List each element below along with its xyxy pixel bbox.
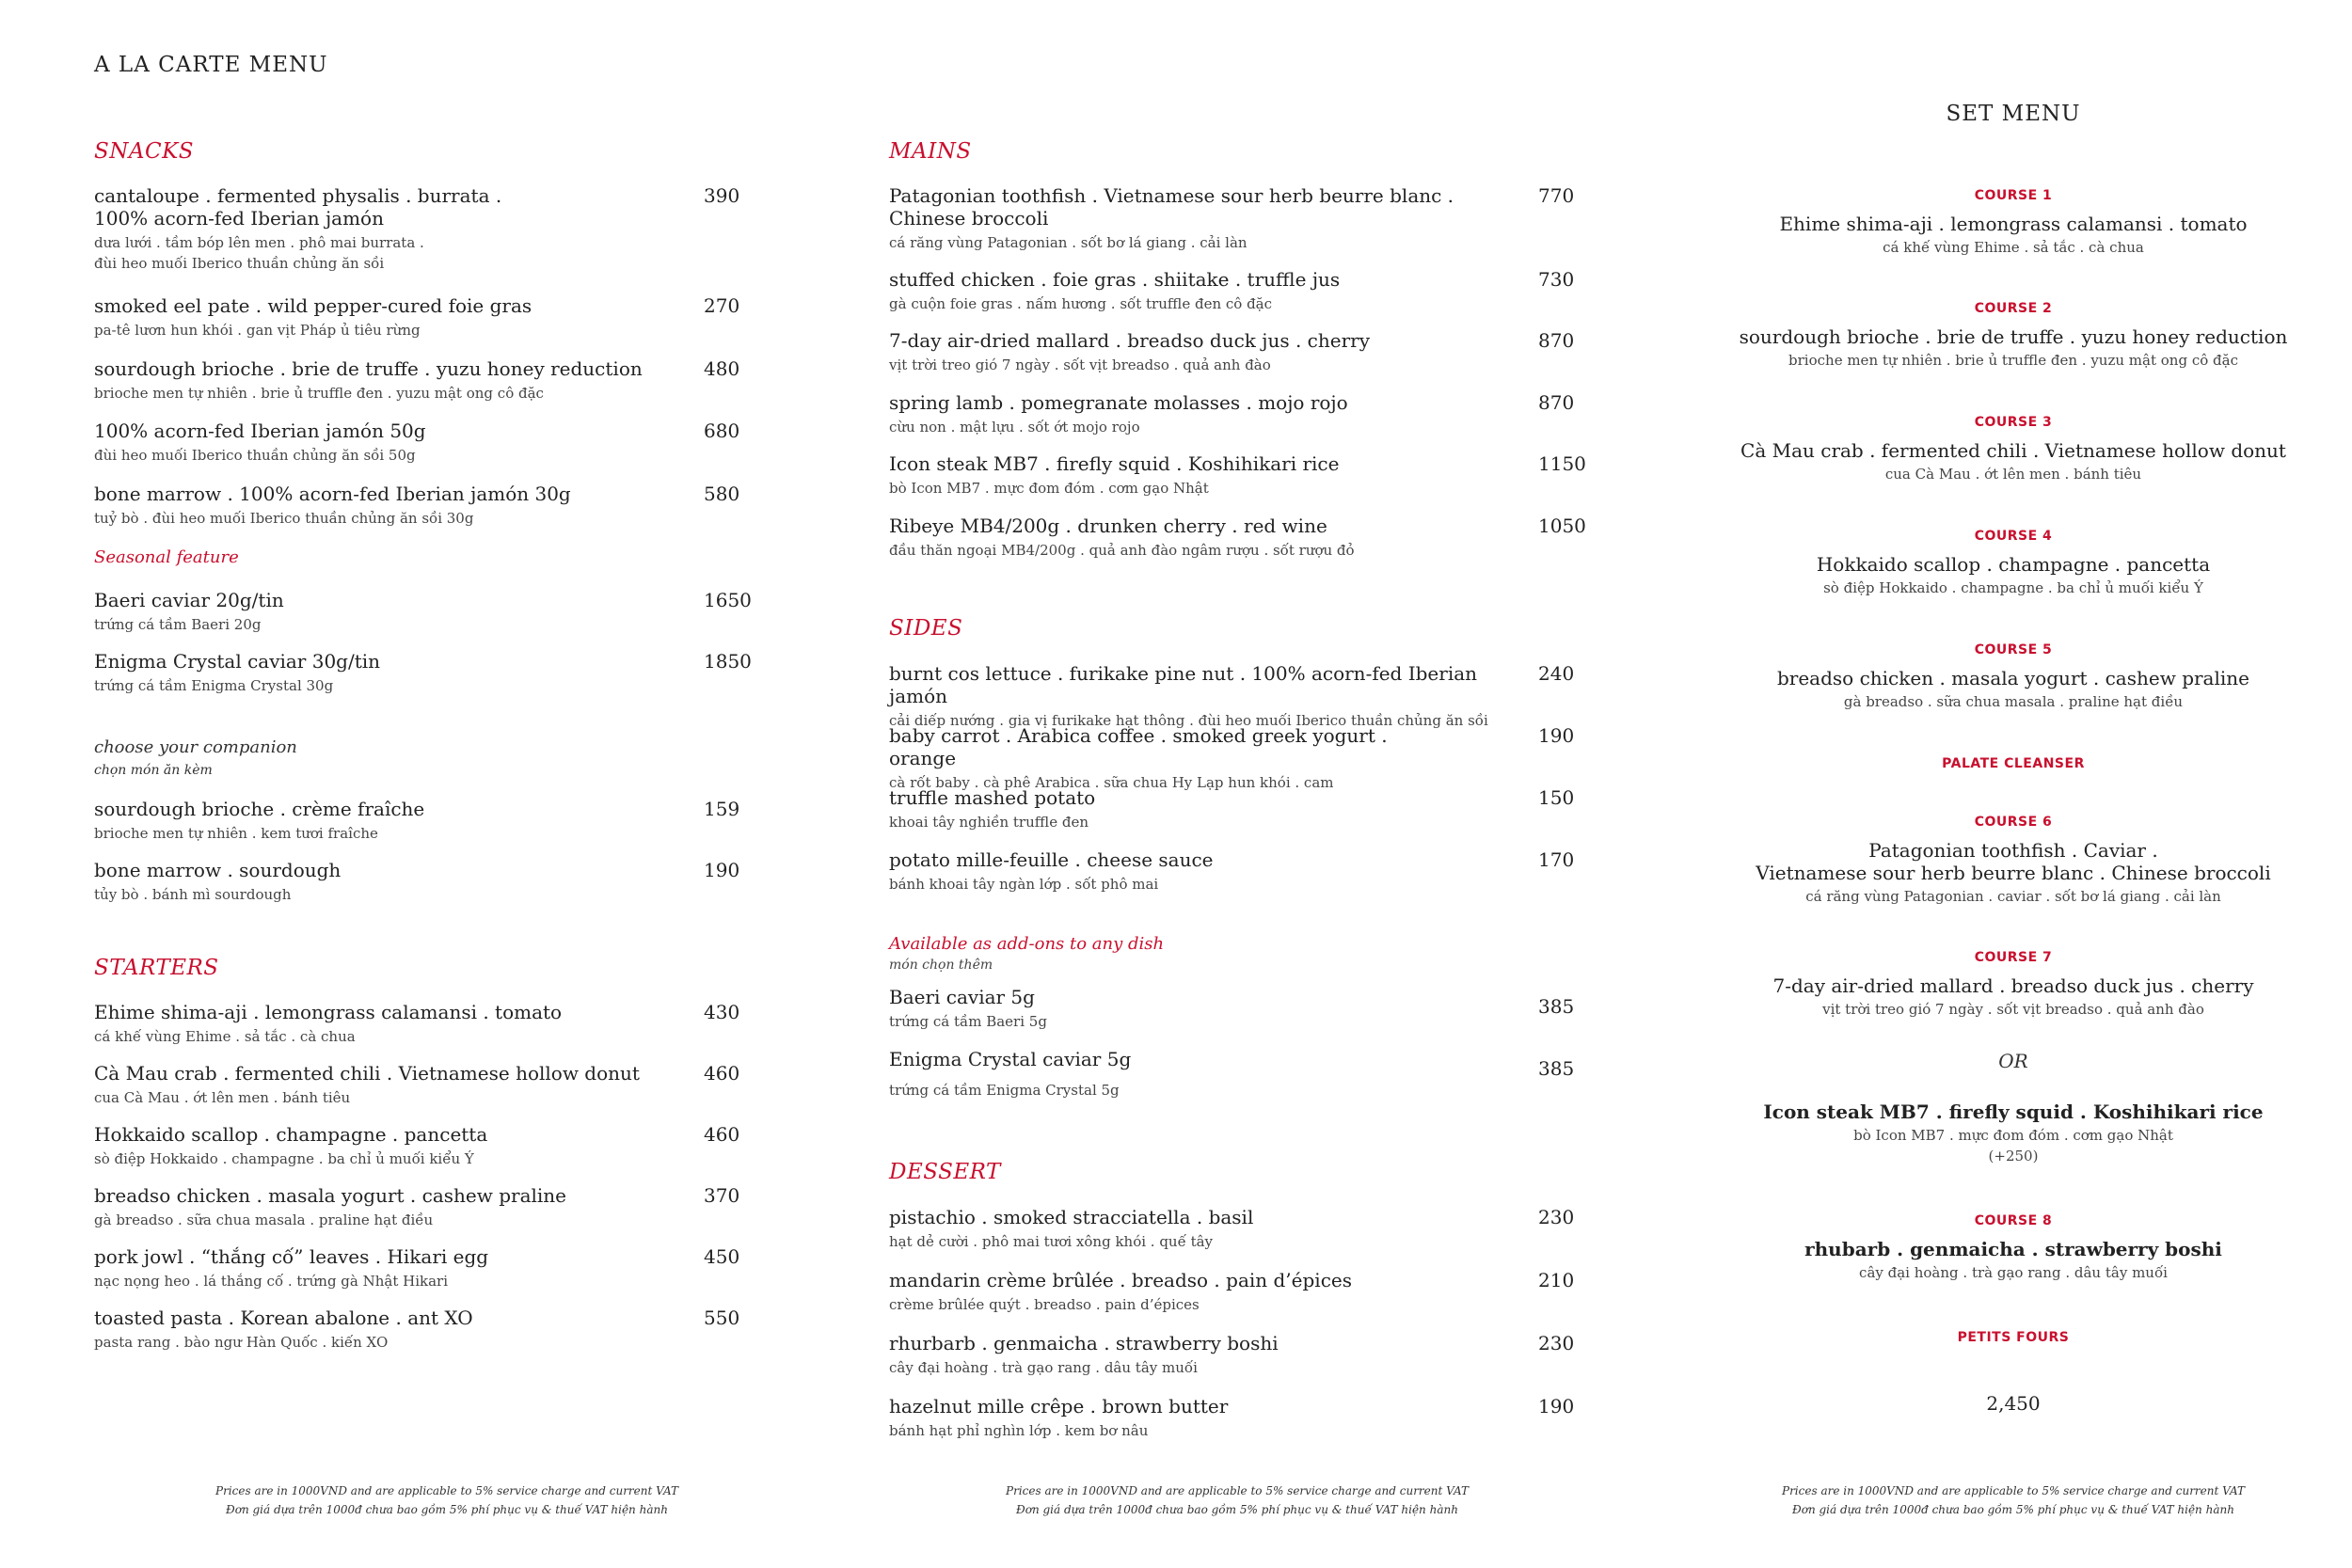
item-sub: brioche men tự nhiên . kem tươi fraîche [94,825,378,842]
menu-item [94,1184,753,1230]
course-dish: Hokkaido scallop . champagne . pancetta [1816,553,2211,576]
set-menu-price: 2,450 [1986,1392,2041,1415]
item-name: rhurbarb . genmaicha . strawberry boshi [889,1332,1279,1354]
item-price: 870 [1538,329,1575,352]
item-price: 1050 [1538,515,1586,537]
section-dessert: DESSERT [889,1160,1001,1184]
menu-item [889,848,1576,895]
course-dish: Patagonian toothfish . Caviar . Vietnamese sour herb beurre blanc . Chinese broccoli [1756,839,2271,884]
item-sub: cải diếp nướng . gia vị furikake hạt thông . đùi heo muối Iberico thuần chủng ăn sồi [889,712,1488,729]
course-label: COURSE 6 [1974,815,2053,830]
menu-item [94,357,753,404]
item-price: 390 [704,184,740,207]
item-name: mandarin crème brûlée . breadso . pain d’épices [889,1269,1352,1291]
item-sub: bò Icon MB7 . mực đom đóm . cơm gạo Nhật [889,480,1209,497]
item-name: truffle mashed potato [889,786,1096,809]
menu-item [94,1245,753,1291]
addon-label [889,934,1164,973]
item-name: Icon steak MB7 . firefly squid . Koshihikari rice [889,452,1340,475]
item-price: 680 [704,420,740,442]
item-price: 159 [704,798,740,820]
item-price: 385 [1538,995,1575,1018]
item-sub: nạc nọng heo . lá thắng cố . trứng gà Nhật Hikari [94,1273,449,1290]
course-label: COURSE 1 [1974,188,2053,203]
item-sub: tủy bò . bánh mì sourdough [94,886,292,903]
companion-label [94,737,297,778]
item-sub: crème brûlée quýt . breadso . pain d’épices [889,1296,1200,1313]
item-price: 1650 [704,589,752,611]
companion-vn: chọn món ăn kèm [94,763,213,778]
menu-item [889,1048,1576,1101]
item-name: smoked eel pate . wild pepper-cured foie gras [94,294,532,317]
menu-item [889,1269,1576,1315]
item-price: 240 [1538,662,1575,685]
item-name: toasted pasta . Korean abalone . ant XO [94,1307,473,1329]
course-dish: Cà Mau crab . fermented chili . Vietnamese hollow donut [1740,439,2286,462]
item-price: 480 [704,357,740,380]
menu-item [889,1332,1576,1378]
item-name: Enigma Crystal caviar 5g [889,1048,1132,1070]
item-name: sourdough brioche . brie de truffe . yuzu honey reduction [94,357,643,380]
item-sub: pasta rang . bào ngư Hàn Quốc . kiến XO [94,1334,389,1351]
course-dish: sourdough brioche . brie de truffe . yuzu honey reduction [1739,325,2288,348]
item-sub: cây đại hoàng . trà gạo rang . dâu tây muối [889,1359,1198,1376]
item-name: 100% acorn-fed Iberian jamón 50g [94,420,426,442]
menu-item [94,294,753,341]
course-5 [1693,642,2333,712]
menu-item [889,1395,1576,1441]
item-price: 430 [704,1001,740,1023]
item-price: 230 [1538,1332,1575,1354]
item-sub: trứng cá tầm Baeri 20g [94,616,262,633]
course-sub: brioche men tự nhiên . brie ủ truffle đen . yuzu mật ong cô đặc [1788,352,2238,369]
course-3 [1693,415,2333,484]
menu-item [94,798,753,844]
item-price: 770 [1538,184,1575,207]
item-sub: hạt dẻ cười . phô mai tươi xông khói . quế tây [889,1233,1214,1250]
item-price: 1150 [1538,452,1586,475]
item-price: 210 [1538,1269,1575,1291]
course-label: COURSE 7 [1974,950,2053,965]
course-sub: vịt trời treo gió 7 ngày . sốt vịt breadso . quả anh đào [1822,1001,2204,1018]
course-label: PETITS FOURS [1957,1330,2070,1345]
item-name: Baeri caviar 20g/tin [94,589,284,611]
item-price: 370 [704,1184,740,1207]
item-price: 150 [1538,786,1575,809]
course-dish: 7-day air-dried mallard . breadso duck jus . cherry [1772,974,2254,997]
item-sub: trứng cá tầm Enigma Crystal 5g [889,1082,1120,1099]
menu-item [889,662,1576,731]
course-sub: cây đại hoàng . trà gạo rang . dâu tây muối [1859,1264,2168,1281]
section-sides: SIDES [889,616,963,641]
menu-item [889,986,1576,1032]
course-2 [1693,301,2333,371]
item-sub: cua Cà Mau . ớt lên men . bánh tiêu [94,1089,351,1106]
item-price: 190 [704,859,740,881]
item-price: 870 [1538,391,1575,414]
item-sub: vịt trời treo gió 7 ngày . sốt vịt breadso . quả anh đào [889,356,1271,373]
item-price: 190 [1538,1395,1575,1418]
course-dish: Ehime shima-aji . lemongrass calamansi . tomato [1779,213,2248,235]
item-price: 385 [1538,1057,1575,1080]
palate-cleanser [1693,756,2333,771]
item-name: cantaloupe . fermented physalis . burrata . 100% acorn-fed Iberian jamón [94,184,502,230]
item-sub: trứng cá tầm Enigma Crystal 30g [94,677,334,694]
item-name: Patagonian toothfish . Vietnamese sour herb beurre blanc . Chinese broccoli [889,184,1454,230]
item-price: 190 [1538,724,1575,747]
item-price: 450 [704,1245,740,1268]
item-sub: pa-tê lươn hun khói . gan vịt Pháp ủ tiêu rừng [94,322,421,339]
course-label: COURSE 3 [1974,415,2053,430]
footer-line-vn: Đơn giá dựa trên 1000đ chưa bao gồm 5% phí phục vụ & thuế VAT hiện hành [1016,1503,1458,1516]
course-sub: bò Icon MB7 . mực đom đóm . cơm gạo Nhật (+250) [1853,1127,2173,1164]
petits-fours [1693,1330,2333,1345]
item-price: 1850 [704,650,752,673]
menu-item [889,1206,1576,1252]
course-label: COURSE 5 [1974,642,2053,657]
item-name: potato mille-feuille . cheese sauce [889,848,1214,871]
item-sub: bánh khoai tây ngàn lớp . sốt phô mai [889,876,1159,893]
course-8 [1693,1213,2333,1283]
item-sub: gà breadso . sữa chua masala . praline hạt điều [94,1212,434,1228]
menu-item [889,724,1576,793]
item-sub: cá khế vùng Ehime . sả tắc . cà chua [94,1028,356,1045]
menu-item [94,589,753,635]
menu-item [889,452,1586,499]
menu-item [94,1001,753,1047]
course-label: COURSE 2 [1974,301,2053,316]
item-name: pistachio . smoked stracciatella . basil [889,1206,1254,1228]
item-name: bone marrow . 100% acorn-fed Iberian jamón 30g [94,483,571,505]
companion-title: choose your companion [94,737,297,757]
item-name: Baeri caviar 5g [889,986,1035,1008]
item-price: 170 [1538,848,1575,871]
menu-item [94,420,753,466]
course-label: PALATE CLEANSER [1942,756,2085,771]
item-name: sourdough brioche . crème fraîche [94,798,425,820]
item-sub: cá răng vùng Patagonian . sốt bơ lá giang . cải làn [889,234,1248,251]
course-dish: Icon steak MB7 . firefly squid . Koshihikari rice [1763,1101,2264,1123]
course-dish: breadso chicken . masala yogurt . cashew praline [1776,667,2249,689]
course-1 [1693,188,2333,258]
menu-item [94,1123,753,1169]
item-sub: cừu non . mật lựu . sốt ớt mojo rojo [889,419,1140,436]
item-name: Cà Mau crab . fermented chili . Vietnamese hollow donut [94,1062,640,1085]
item-name: burnt cos lettuce . furikake pine nut . 100% acorn-fed Iberian jamón [889,662,1478,707]
item-name: breadso chicken . masala yogurt . cashew praline [94,1184,567,1207]
menu-item [94,184,753,274]
item-name: 7-day air-dried mallard . breadso duck jus . cherry [889,329,1371,352]
course-7-alternative [1693,1101,2333,1166]
item-name: Enigma Crystal caviar 30g/tin [94,650,381,673]
item-sub: bánh hạt phỉ nghìn lớp . kem bơ nâu [889,1422,1149,1439]
footer-note-c [1708,1481,2319,1519]
item-name: Ribeye MB4/200g . drunken cherry . red wine [889,515,1327,537]
menu-item [94,1062,753,1108]
item-price: 730 [1538,268,1575,291]
footer-note-a [141,1481,753,1519]
menu-item [94,1307,753,1353]
item-name: baby carrot . Arabica coffee . smoked greek yogurt . orange [889,724,1388,769]
course-label: COURSE 4 [1974,529,2053,544]
seasonal-feature-label: Seasonal feature [94,547,239,567]
set-menu-title: SET MENU [1946,102,2081,126]
section-mains: MAINS [889,139,972,164]
item-price: 460 [704,1123,740,1146]
or-divider: OR [1998,1050,2028,1072]
item-sub: dưa lưới . tầm bóp lên men . phô mai burrata . đùi heo muối Iberico thuần chủng ăn sồi [94,234,424,272]
course-sub: gà breadso . sữa chua masala . praline hạt điều [1843,693,2184,710]
item-sub: đầu thăn ngoại MB4/200g . quả anh đào ngâm rượu . sốt rượu đỏ [889,542,1355,559]
menu-item [94,483,753,529]
course-label: COURSE 8 [1974,1213,2053,1228]
footer-line-en: Prices are in 1000VND and are applicable to 5% service charge and current VAT [1006,1484,1469,1497]
item-name: Ehime shima-aji . lemongrass calamansi . tomato [94,1001,563,1023]
item-name: Hokkaido scallop . champagne . pancetta [94,1123,488,1146]
item-name: bone marrow . sourdough [94,859,342,881]
menu-item [889,329,1576,375]
section-starters: STARTERS [94,956,219,980]
menu-item [889,786,1576,832]
addon-title: Available as add-ons to any dish [889,934,1165,954]
footer-note-b [931,1481,1543,1519]
item-sub: tuỷ bò . đùi heo muối Iberico thuần chủng ăn sồi 30g [94,510,474,527]
item-sub: khoai tây nghiền truffle đen [889,814,1089,831]
menu-item [889,184,1576,253]
menu-item [94,859,753,905]
footer-line-en: Prices are in 1000VND and are applicable to 5% service charge and current VAT [215,1484,678,1497]
item-sub: sò điệp Hokkaido . champagne . ba chỉ ủ muối kiểu Ý [94,1150,474,1167]
footer-line-en: Prices are in 1000VND and are applicable to 5% service charge and current VAT [1782,1484,2245,1497]
course-sub: sò điệp Hokkaido . champagne . ba chỉ ủ muối kiểu Ý [1823,579,2203,596]
item-sub: gà cuộn foie gras . nấm hương . sốt truffle đen cô đặc [889,295,1273,312]
course-sub: cá răng vùng Patagonian . caviar . sốt bơ lá giang . cải làn [1805,888,2221,905]
item-price: 550 [704,1307,740,1329]
course-7 [1693,950,2333,1020]
footer-line-vn: Đơn giá dựa trên 1000đ chưa bao gồm 5% phí phục vụ & thuế VAT hiện hành [226,1503,668,1516]
item-sub: brioche men tự nhiên . brie ủ truffle đen . yuzu mật ong cô đặc [94,385,544,402]
item-sub: cà rốt baby . cà phê Arabica . sữa chua Hy Lạp hun khói . cam [889,774,1334,791]
item-name: spring lamb . pomegranate molasses . mojo rojo [889,391,1348,414]
item-price: 270 [704,294,740,317]
menu-item [94,650,753,696]
item-name: stuffed chicken . foie gras . shiitake . truffle jus [889,268,1341,291]
item-sub: trứng cá tầm Baeri 5g [889,1013,1047,1030]
item-sub: đùi heo muối Iberico thuần chủng ăn sồi 50g [94,447,416,464]
item-price: 580 [704,483,740,505]
course-4 [1693,529,2333,598]
page-title: A LA CARTE MENU [94,53,328,77]
course-sub: cá khế vùng Ehime . sả tắc . cà chua [1883,239,2144,256]
course-6 [1693,815,2333,907]
menu-item [889,268,1576,314]
course-dish: rhubarb . genmaicha . strawberry boshi [1804,1238,2222,1260]
item-name: hazelnut mille crêpe . brown butter [889,1395,1229,1418]
section-snacks: SNACKS [94,139,195,164]
menu-item [889,515,1586,561]
item-price: 460 [704,1062,740,1085]
addon-vn: món chọn thêm [889,958,993,973]
menu-item [889,391,1576,437]
item-price: 230 [1538,1206,1575,1228]
course-sub: cua Cà Mau . ớt lên men . bánh tiêu [1884,466,2142,483]
footer-line-vn: Đơn giá dựa trên 1000đ chưa bao gồm 5% phí phục vụ & thuế VAT hiện hành [1792,1503,2234,1516]
item-name: pork jowl . “thắng cố” leaves . Hikari egg [94,1245,489,1268]
